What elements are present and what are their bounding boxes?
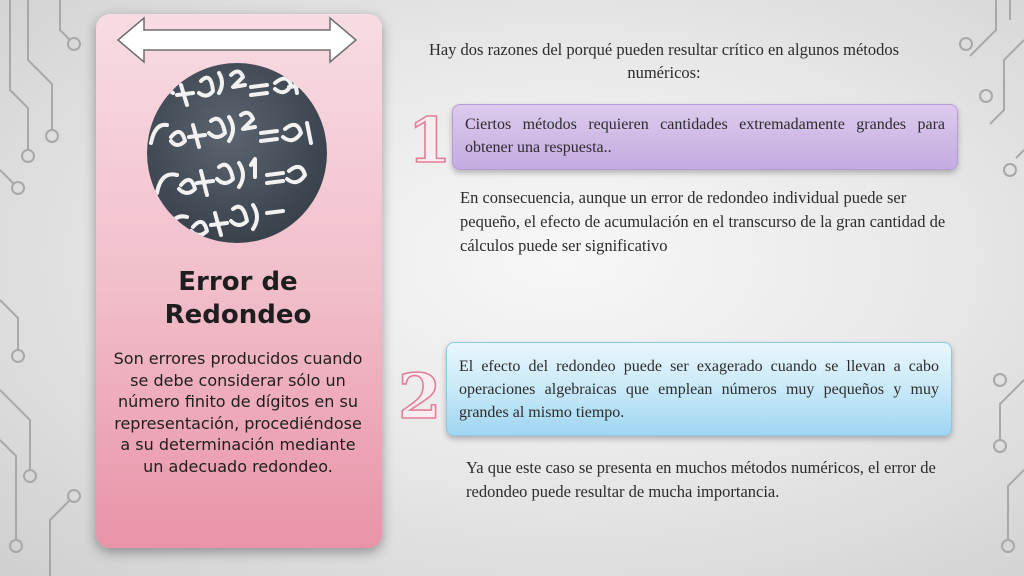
card-definition-text: Son errores producidos cuando se debe considerar sólo un número finito de dígitos en su representación, procediéndose a su determinación mediante un adecuado redondeo. xyxy=(113,349,363,476)
reason-1-box: Ciertos métodos requieren cantidades extremadamente grandes para obtener una respuesta.. xyxy=(452,104,958,170)
reason-number-1: 1 xyxy=(408,104,452,177)
reason-2-explanation: Ya que este caso se presenta en muchos métodos numéricos, el error de redondeo puede resultar de mucha importancia. xyxy=(466,458,936,501)
double-arrow-icon xyxy=(114,14,360,66)
reason-2-box: El efecto del redondeo puede ser exagerado cuando se llevan a cabo operaciones algebraicas que emplean números muy pequeños y muy grandes al mismo tiempo. xyxy=(446,342,952,436)
reason-1-explanation: En consecuencia, aunque un error de redondeo individual puede ser pequeño, el efecto de acumulación en el transcurso de la gran cantidad de cálculos puede ser significativo xyxy=(460,188,946,255)
math-chalkboard-image xyxy=(147,63,327,243)
card-title: Error de Redondeo xyxy=(164,267,312,330)
reason-number-2: 2 xyxy=(398,360,442,433)
intro-text: Hay dos razones del porqué pueden resultar crítico en algunos métodos numéricos: xyxy=(428,40,900,82)
